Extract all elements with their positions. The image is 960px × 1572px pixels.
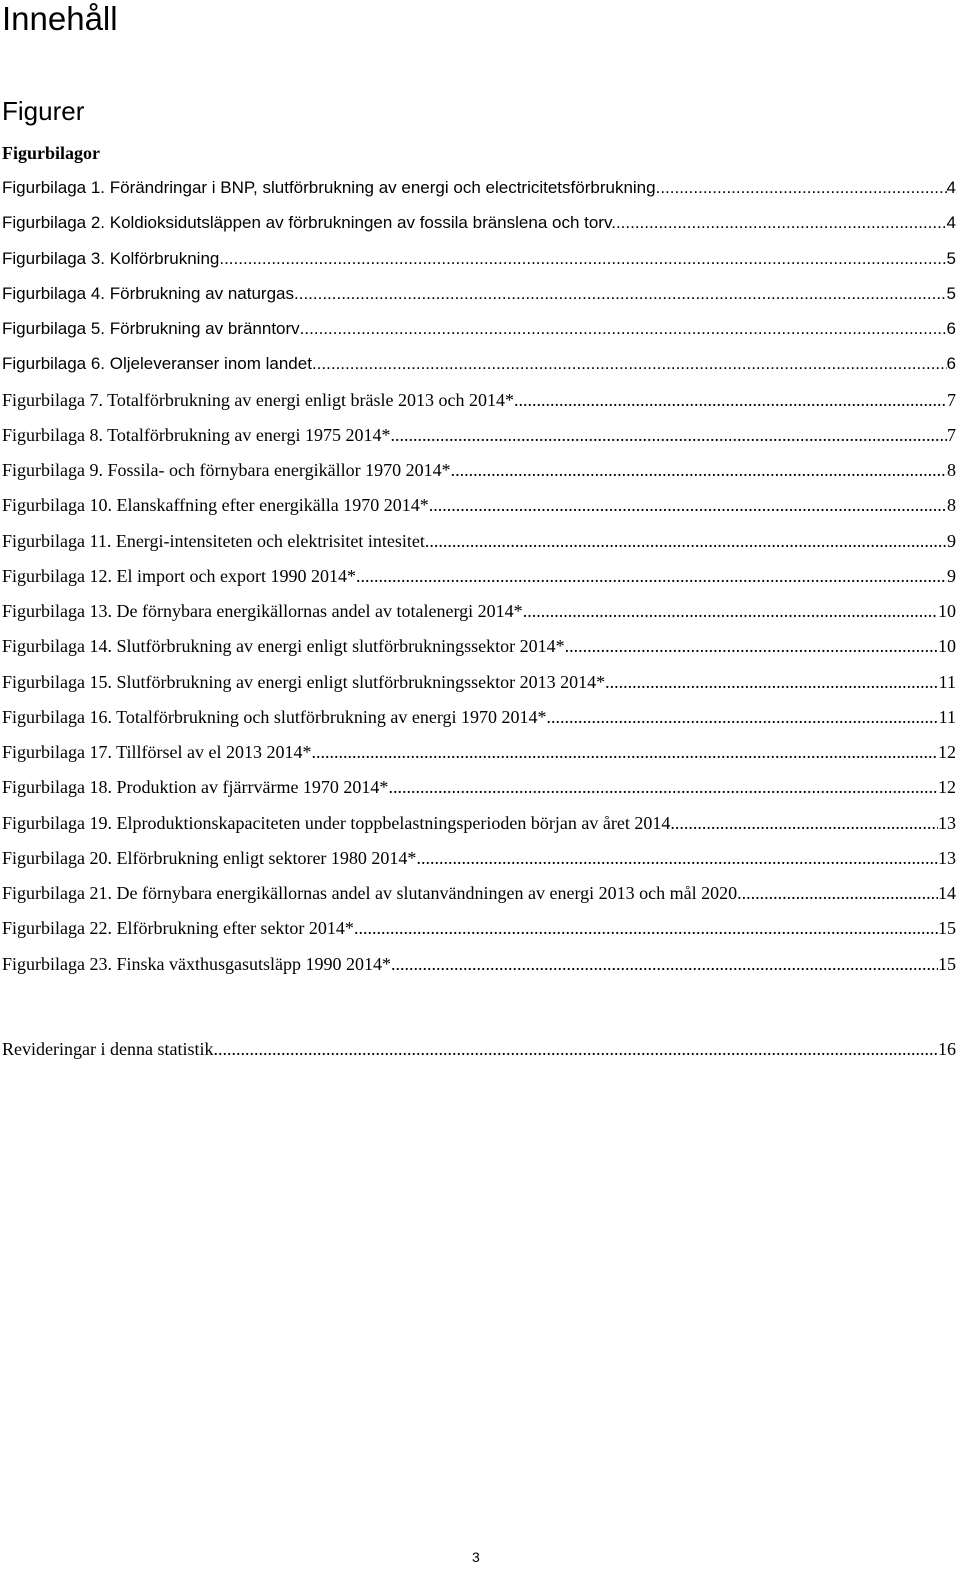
toc-entry-8[interactable]: [2, 423, 956, 458]
toc-leader: [391, 952, 938, 976]
toc-leader: [213, 1037, 938, 1061]
toc-entry-23[interactable]: [2, 952, 956, 987]
toc-page: 15: [938, 953, 956, 974]
toc-label: Figurbilaga 20. Elförbrukning enligt sektorer 1980 2014*: [2, 847, 417, 868]
toc-entry-6[interactable]: [2, 352, 956, 387]
toc-label: Figurbilaga 18. Produktion av fjärrvärme 1970 2014*: [2, 777, 389, 798]
toc-page: 6: [946, 319, 956, 338]
toc-label: Figurbilaga 9. Fossila- och förnybara energikällor 1970 2014*: [2, 460, 451, 480]
toc-leader: [425, 529, 947, 553]
toc-entry-17[interactable]: [2, 740, 956, 775]
page-title: Innehåll: [2, 0, 118, 37]
toc-label: Figurbilaga 11. Energi-intensiteten och elektrisitet intesitet: [2, 530, 425, 551]
toc-entry-9[interactable]: [2, 458, 956, 493]
toc-label: Figurbilaga 13. De förnybara energikällornas andel av totalenergi 2014*: [2, 601, 523, 621]
toc-entry-20[interactable]: [2, 846, 956, 881]
toc-entry-12[interactable]: [2, 564, 956, 599]
toc-entry-15[interactable]: [2, 670, 956, 705]
toc-label: Figurbilaga 7. Totalförbrukning av energi enligt bräsle 2013 och 2014*: [2, 389, 514, 410]
toc-entry-revisions[interactable]: [2, 1037, 956, 1072]
toc-label: Revideringar i denna statistik: [2, 1039, 214, 1059]
toc-leader: [354, 916, 938, 940]
toc-leader: [451, 458, 947, 482]
toc-leader: [737, 881, 938, 905]
toc-page: 16: [938, 1039, 956, 1059]
toc-leader: [300, 317, 947, 341]
toc-entry-16[interactable]: [2, 705, 956, 740]
toc-entry-13[interactable]: [2, 599, 956, 634]
toc-page: 7: [947, 424, 956, 445]
toc-entry-5[interactable]: [2, 317, 956, 352]
toc-page: 13: [938, 847, 956, 868]
toc-label: Figurbilaga 4. Förbrukning av naturgas: [2, 283, 294, 303]
toc-entry-14[interactable]: [2, 634, 956, 669]
toc-leader: [356, 564, 947, 588]
toc-leader: [312, 740, 939, 764]
toc-leader: [656, 176, 947, 200]
toc-leader: [312, 352, 947, 376]
toc-leader: [616, 211, 947, 235]
toc-page: 5: [946, 283, 956, 303]
toc-entry-4[interactable]: [2, 282, 956, 317]
toc-page: 4: [946, 213, 956, 233]
toc-leader: [391, 423, 947, 447]
toc-label: Figurbilaga 15. Slutförbrukning av energi enligt slutförbrukningssektor 2013 2014*: [2, 671, 606, 692]
toc-label: Figurbilaga 3. Kolförbrukning: [2, 248, 220, 268]
toc-page: 11: [938, 706, 956, 727]
toc-entry-21[interactable]: [2, 881, 956, 916]
toc-leader: [429, 493, 947, 517]
toc-entry-22[interactable]: [2, 916, 956, 951]
toc-entry-1[interactable]: [2, 176, 956, 211]
toc-label: Figurbilaga 10. Elanskaffning efter energikälla 1970 2014*: [2, 495, 429, 516]
toc-page: 7: [947, 389, 956, 410]
toc-label: Figurbilaga 2. Koldioksidutsläppen av förbrukningen av fossila bränslena och torv.: [2, 213, 616, 233]
toc-page: 13: [938, 812, 956, 833]
toc-label: Figurbilaga 6. Oljeleveranser inom landet: [2, 354, 312, 374]
toc-label: Figurbilaga 16. Totalförbrukning och slutförbrukning av energi 1970 2014*: [2, 706, 547, 727]
toc-entry-7[interactable]: [2, 388, 956, 423]
toc-label: Figurbilaga 21. De förnybara energikällornas andel av slutanvändningen av energi 2013 och mål 2020: [2, 883, 738, 903]
toc-leader: [670, 811, 938, 835]
toc-label: Figurbilaga 14. Slutförbrukning av energi enligt slutförbrukningssektor 2014*: [2, 636, 565, 657]
toc-entry-3[interactable]: [2, 247, 956, 282]
toc-page: 9: [947, 530, 956, 551]
toc-entry-11[interactable]: [2, 529, 956, 564]
page-number: 3: [472, 1549, 480, 1565]
appendix-heading: Figurbilagor: [2, 143, 100, 163]
toc-label: Figurbilaga 22. Elförbrukning efter sektor 2014*: [2, 918, 354, 939]
toc-leader: [219, 247, 946, 271]
toc-label: Figurbilaga 23. Finska växthusgasutsläpp 1990 2014*: [2, 953, 391, 974]
toc-page: 12: [938, 742, 956, 762]
toc-page: 8: [947, 495, 956, 516]
toc-page: 4: [946, 178, 956, 197]
toc-label: Figurbilaga 19. Elproduktionskapaciteten under toppbelastningsperioden början av året 2014: [2, 812, 671, 833]
toc-page: 15: [938, 918, 956, 939]
toc-entry-19[interactable]: [2, 811, 956, 846]
toc-list: [2, 176, 956, 987]
toc-entry-10[interactable]: [2, 493, 956, 528]
toc-label: Figurbilaga 5. Förbrukning av bränntorv: [2, 319, 300, 338]
toc-page: 12: [938, 777, 956, 798]
revisions-section: [2, 1037, 956, 1072]
toc-label: Figurbilaga 17. Tillförsel av el 2013 2014*: [2, 742, 312, 762]
toc-page: 11: [938, 671, 956, 692]
figures-heading: Figurer: [2, 96, 85, 126]
toc-label: Figurbilaga 8. Totalförbrukning av energi 1975 2014*: [2, 424, 391, 445]
toc-page: 6: [946, 354, 956, 374]
toc-entry-18[interactable]: [2, 775, 956, 810]
toc-leader: [547, 705, 939, 729]
toc-page: 10: [938, 601, 956, 621]
toc-label: Figurbilaga 1. Förändringar i BNP, slutförbrukning av energi och electricitetsförbrukning: [2, 178, 656, 197]
toc-page: 10: [938, 636, 956, 657]
toc-page: 5: [946, 248, 956, 268]
toc-leader: [565, 634, 938, 658]
toc-leader: [523, 599, 938, 623]
toc-leader: [605, 670, 939, 694]
toc-leader: [514, 388, 947, 412]
toc-page: 14: [938, 883, 956, 903]
toc-page: 9: [947, 565, 956, 586]
toc-leader: [416, 846, 938, 870]
toc-page: 8: [947, 460, 956, 480]
toc-leader: [294, 282, 947, 306]
toc-leader: [388, 775, 938, 799]
toc-entry-2[interactable]: [2, 211, 956, 246]
toc-label: Figurbilaga 12. El import och export 1990 2014*: [2, 565, 356, 586]
